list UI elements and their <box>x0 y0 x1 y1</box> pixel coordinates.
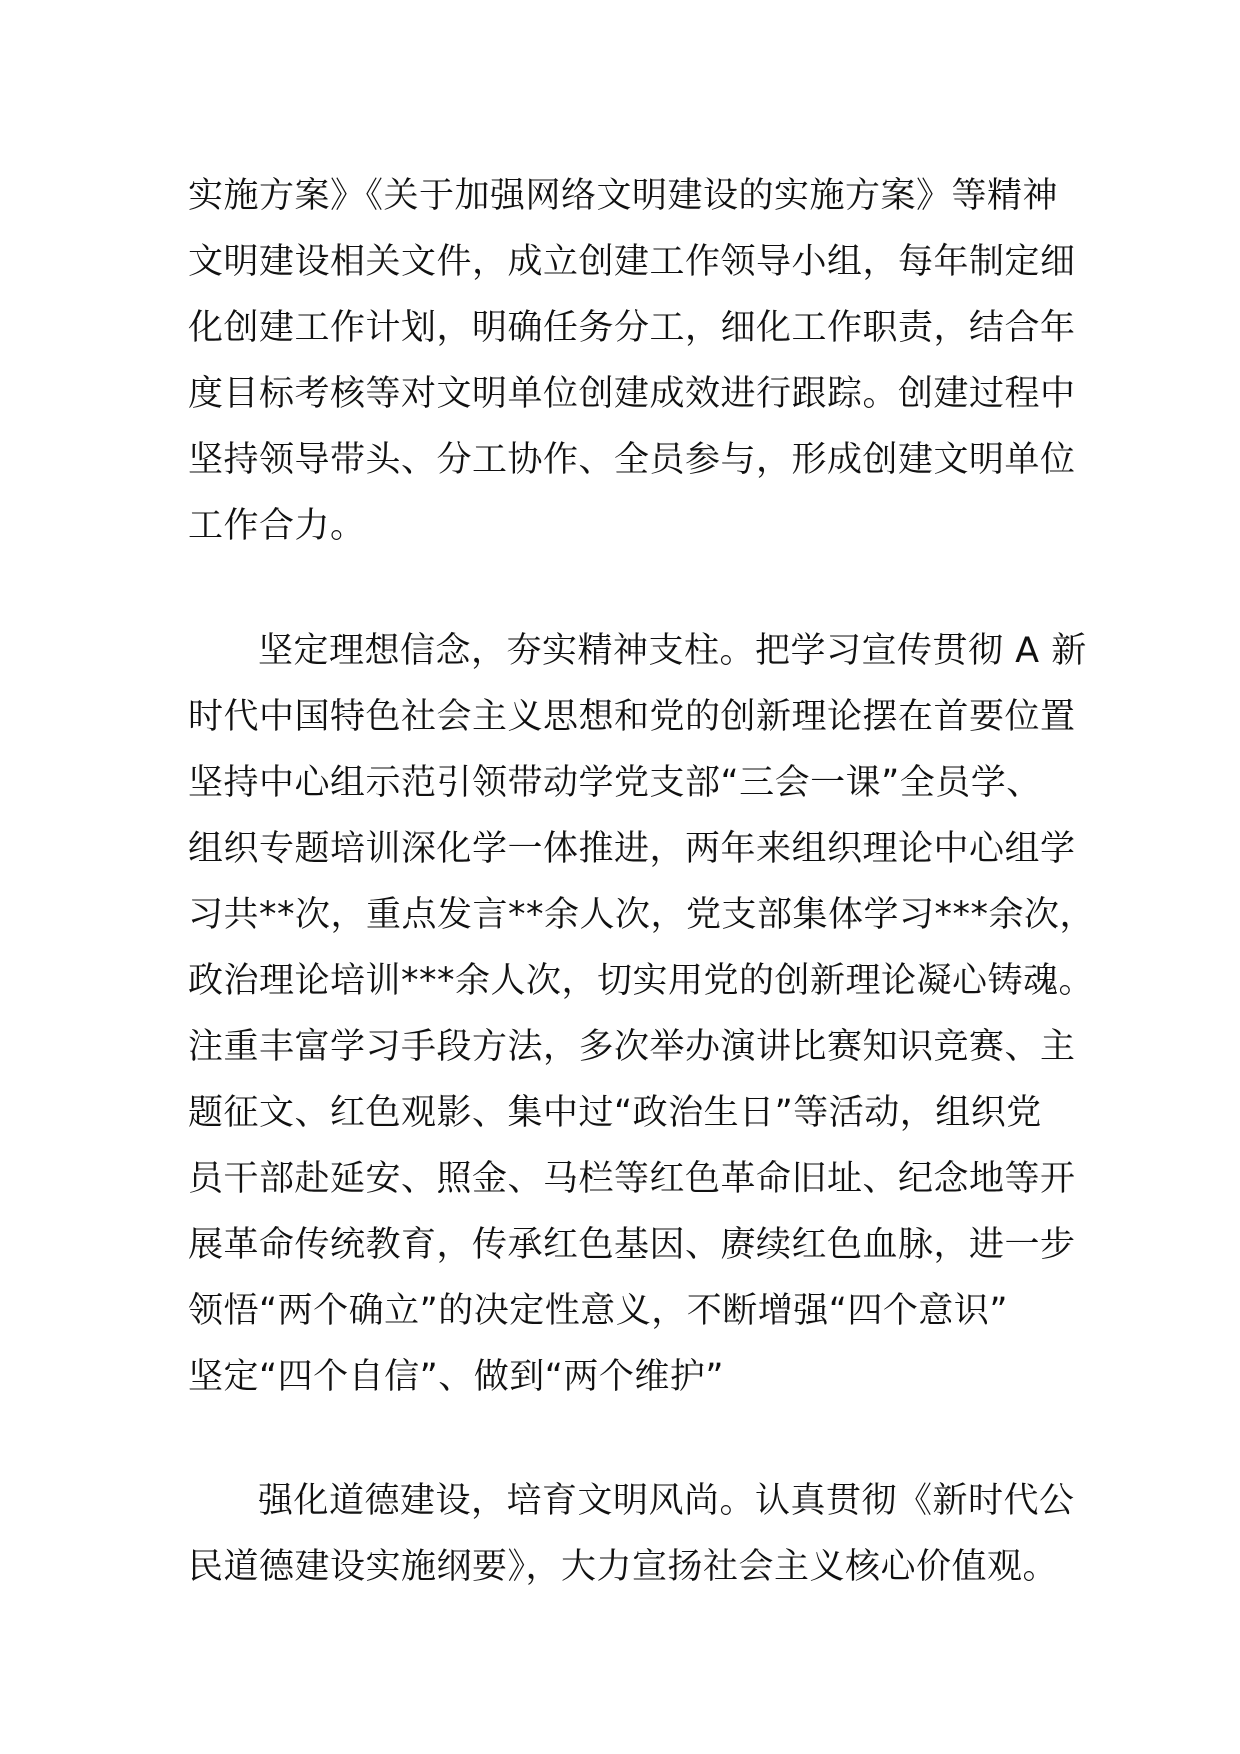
text-line: 注重丰富学习手段方法，多次举办演讲比赛知识竞赛、主 <box>188 1027 1076 1067</box>
paragraph-moral-construction <box>188 1468 1075 1600</box>
text-line: 组织专题培训深化学一体推进，两年来组织理论中心组学 <box>188 829 1076 869</box>
text-line: 习共**次，重点发言**余人次，党支部集体学习***余次， <box>188 895 1096 935</box>
text-line: 员干部赴延安、照金、马栏等红色革命旧址、纪念地等开 <box>188 1159 1076 1199</box>
text-line: 化创建工作计划，明确任务分工，细化工作职责，结合年 <box>188 308 1076 348</box>
text-line: 工作合力。 <box>188 506 366 546</box>
text-line-first: 坚定理想信念，夯实精神支柱。把学习宣传贯彻 A 新 <box>258 631 1087 671</box>
text-line: 文明建设相关文件，成立创建工作领导小组，每年制定细 <box>188 242 1076 282</box>
text-line: 政治理论培训***余人次，切实用党的创新理论凝心铸魂。 <box>188 961 1095 1001</box>
text-line: 题征文、红色观影、集中过“政治生日”等活动，组织党 <box>188 1093 1042 1133</box>
text-line: 坚定“四个自信”、做到“两个维护” <box>188 1357 725 1397</box>
text-line: 实施方案》《关于加强网络文明建设的实施方案》等精神 <box>188 176 1059 216</box>
paragraph-ideals-beliefs <box>188 618 1096 1410</box>
text-line: 坚持领导带头、分工协作、全员参与，形成创建文明单位 <box>188 440 1076 480</box>
paragraph-implementation-plan <box>188 163 1076 559</box>
text-line-first: 强化道德建设，培育文明风尚。认真贯彻《新时代公 <box>258 1481 1075 1521</box>
text-line: 领悟“两个确立”的决定性意义，不断增强“四个意识” <box>188 1291 1009 1331</box>
text-line: 民道德建设实施纲要》，大力宣扬社会主义核心价值观。 <box>188 1547 1059 1587</box>
text-line: 度目标考核等对文明单位创建成效进行跟踪。创建过程中 <box>188 374 1076 414</box>
text-line: 坚持中心组示范引领带动学党支部“三会一课”全员学、 <box>188 763 1042 803</box>
text-line: 时代中国特色社会主义思想和党的创新理论摆在首要位置 <box>188 697 1076 737</box>
text-line: 展革命传统教育，传承红色基因、赓续红色血脉，进一步 <box>188 1225 1076 1265</box>
